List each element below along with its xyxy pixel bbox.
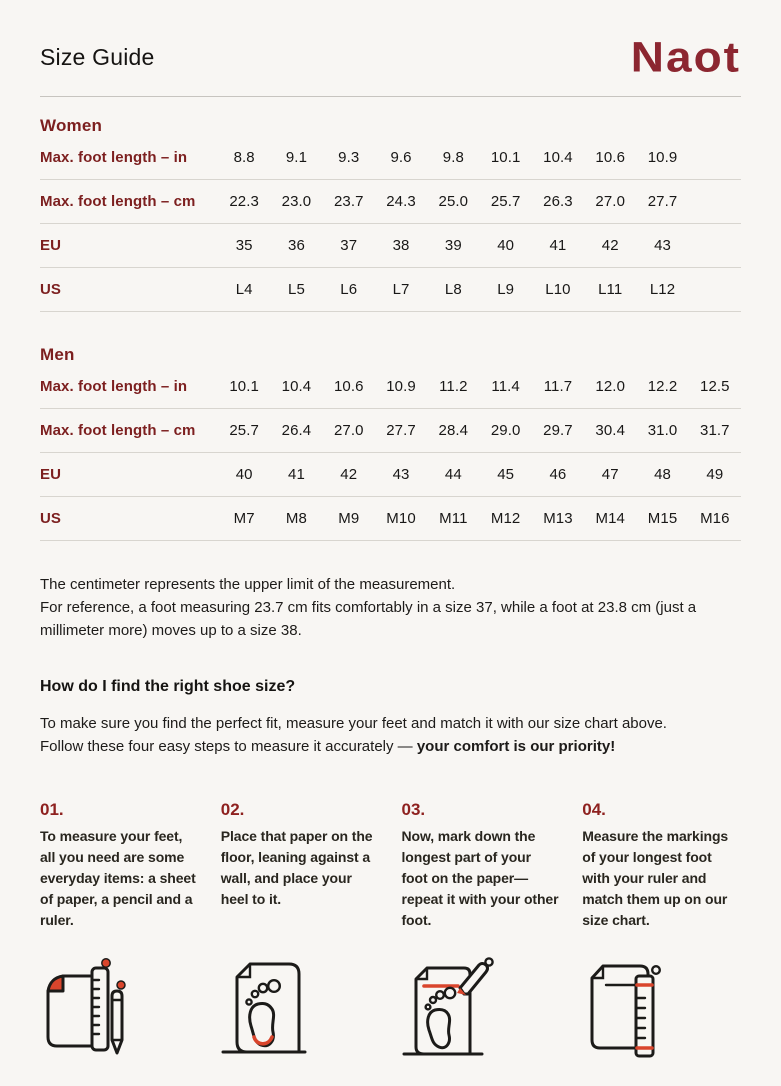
size-value-cell: 43	[654, 237, 671, 254]
size-value-cell: 39	[444, 237, 462, 254]
size-value-cell: 10.6	[333, 378, 364, 395]
size-value-cell: 36	[288, 237, 305, 254]
page-header	[40, 30, 741, 97]
size-value-cell: 31.0	[647, 422, 678, 439]
size-value-cell: 27.0	[595, 193, 626, 210]
size-value-cell: 10.4	[543, 149, 573, 166]
step-text: Now, mark down the longest part of your foot on the paper—repeat it with your other foot.	[401, 828, 559, 928]
size-value-cell: 26.3	[543, 193, 573, 210]
how-to-intro-text: To make sure you find the perfect fit, measure your feet and match it with our size chart above. Follow these four easy steps to measure it accurately —	[40, 715, 667, 755]
size-value-cell: 11.7	[543, 378, 573, 395]
size-value-cell: 25.0	[438, 193, 469, 210]
size-value-cell: M15	[647, 510, 678, 527]
size-value-cell: 23.0	[281, 193, 312, 210]
step-number: 04.	[582, 800, 606, 819]
size-value-cell: 47	[601, 466, 619, 483]
size-value-cell: 8.8	[233, 149, 255, 166]
size-value-cell: 35	[235, 237, 253, 254]
size-value-cell: 26.4	[281, 422, 312, 439]
size-value-cell: M11	[439, 510, 468, 527]
paper-ruler-measure-icon	[582, 953, 682, 1065]
size-value-cell: L6	[340, 281, 358, 298]
size-value-cell: M10	[386, 510, 416, 527]
size-value-cell: 12.0	[595, 378, 626, 395]
size-value-cell: 11.4	[491, 378, 520, 395]
size-tables	[40, 116, 741, 541]
size-table-row	[40, 268, 741, 312]
step-text: To measure your feet, all you need are some everyday items: a sheet of paper, a pencil and a ruler.	[40, 828, 196, 928]
size-table-row	[40, 180, 741, 224]
how-to-intro-bold: your comfort is our priority!	[416, 738, 616, 755]
size-value-cell: 38	[392, 237, 410, 254]
size-table-row	[40, 497, 741, 541]
step-number: 03.	[401, 800, 426, 819]
steps-grid	[40, 800, 741, 931]
size-value-cell: M7	[233, 510, 255, 527]
size-value-cell: 27.7	[647, 193, 678, 210]
row-label: Max. foot length – cm	[40, 422, 196, 439]
row-label: EU	[40, 466, 62, 483]
size-table-row	[40, 224, 741, 268]
row-label: US	[40, 281, 62, 298]
row-label: Max. foot length – cm	[40, 193, 196, 210]
size-value-cell: 10.1	[490, 149, 521, 166]
size-value-cell: 42	[601, 237, 619, 254]
row-label: US	[40, 510, 62, 527]
row-label: Max. foot length – in	[40, 378, 188, 395]
size-value-cell: 48	[654, 466, 671, 483]
row-label: Max. foot length – in	[40, 149, 188, 166]
size-value-cell: L5	[288, 281, 305, 298]
size-value-cell: 40	[235, 466, 253, 483]
size-value-cell: 27.0	[333, 422, 364, 439]
size-value-cell: 9.1	[285, 149, 308, 166]
how-to-intro	[40, 712, 708, 758]
section-heading: Men	[40, 345, 75, 364]
size-value-cell: 29.7	[543, 422, 573, 439]
measurement-note	[40, 573, 702, 642]
size-table-row	[40, 453, 741, 497]
size-value-cell: 25.7	[490, 193, 521, 210]
naot-logo: Naot	[630, 33, 741, 81]
size-value-cell: 44	[444, 466, 462, 483]
size-value-cell: 42	[340, 466, 358, 483]
size-value-cell: 9.3	[338, 149, 360, 166]
page-title: Size Guide	[40, 43, 155, 70]
size-value-cell: 31.7	[700, 422, 730, 439]
note-line-2: For reference, a foot measuring 23.7 cm fits comfortably in a size 37, while a foot at 23.8 cm (just a millimeter more) moves up to a size 38.	[40, 599, 697, 639]
step-item	[402, 800, 561, 931]
paper-footprint-pencil-mark-icon	[402, 953, 502, 1065]
size-value-cell: 25.7	[229, 422, 259, 439]
size-value-cell: 30.4	[595, 422, 626, 439]
step-item	[40, 800, 199, 931]
paper-footprint-heel-icon	[221, 953, 321, 1065]
size-value-cell: L10	[545, 281, 571, 298]
size-value-cell: 46	[549, 466, 567, 483]
size-value-cell: M12	[490, 510, 521, 527]
size-value-cell: M16	[700, 510, 730, 527]
step-item	[582, 800, 741, 931]
size-value-cell: 37	[340, 237, 358, 254]
size-table-row	[40, 365, 741, 409]
size-value-cell: M8	[285, 510, 307, 527]
size-value-cell: L7	[392, 281, 410, 298]
size-section-men	[40, 345, 741, 541]
step-icons-row	[40, 953, 741, 1065]
size-value-cell: 23.7	[333, 193, 364, 210]
size-value-cell: 43	[392, 466, 410, 483]
size-value-cell: 10.4	[281, 378, 312, 395]
how-to-heading: How do I find the right shoe size?	[40, 678, 296, 695]
step-text: Place that paper on the floor, leaning against a wall, and place your heel to it.	[220, 828, 373, 907]
size-value-cell: 12.5	[700, 378, 730, 395]
size-value-cell: M14	[595, 510, 625, 527]
step-text: Measure the markings of your longest foot with your ruler and match them up on our size chart.	[582, 828, 729, 928]
size-value-cell: 10.9	[386, 378, 416, 395]
paper-ruler-pencil-icon	[40, 953, 140, 1065]
size-section-women	[40, 116, 741, 312]
row-label: EU	[40, 237, 62, 254]
size-value-cell: 10.1	[229, 378, 259, 395]
size-value-cell: 40	[497, 237, 515, 254]
note-line-1: The centimeter represents the upper limit of the measurement.	[40, 576, 456, 593]
size-value-cell: L4	[235, 281, 253, 298]
size-value-cell: L12	[649, 281, 676, 298]
step-number: 01.	[40, 800, 64, 819]
size-value-cell: 45	[497, 466, 515, 483]
size-value-cell: 41	[288, 466, 305, 483]
size-value-cell: L9	[497, 281, 515, 298]
size-value-cell: 24.3	[386, 193, 416, 210]
size-value-cell: 28.4	[438, 422, 469, 439]
size-value-cell: L8	[444, 281, 462, 298]
size-table-row	[40, 136, 741, 180]
size-value-cell: 12.2	[647, 378, 678, 395]
size-value-cell: L11	[598, 281, 623, 298]
size-value-cell: 27.7	[386, 422, 416, 439]
section-heading: Women	[40, 116, 103, 135]
size-value-cell: 11.2	[439, 378, 468, 395]
size-value-cell: 9.8	[442, 149, 464, 166]
size-value-cell: M9	[338, 510, 360, 527]
size-value-cell: 29.0	[490, 422, 521, 439]
size-value-cell: 41	[549, 237, 567, 254]
size-value-cell: 9.6	[390, 149, 412, 166]
size-value-cell: 49	[706, 466, 724, 483]
size-value-cell: 10.6	[595, 149, 626, 166]
size-value-cell: M13	[543, 510, 573, 527]
step-number: 02.	[220, 800, 245, 819]
step-item	[221, 800, 380, 931]
size-value-cell: 22.3	[229, 193, 259, 210]
size-value-cell: 10.9	[647, 149, 678, 166]
size-table-row	[40, 409, 741, 453]
